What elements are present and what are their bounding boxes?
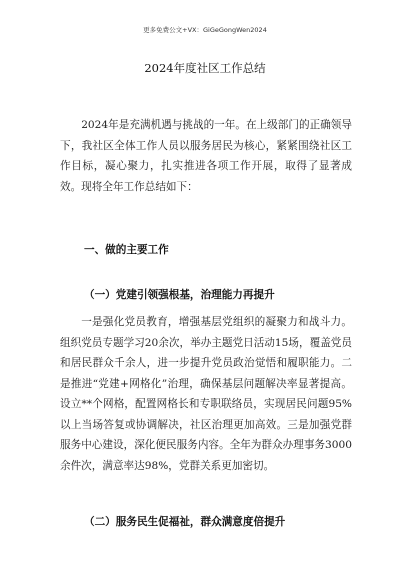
document-title: 2024年度社区工作总结 (144, 61, 266, 75)
party-building-paragraph-text: 一是强化党员教育，增强基层党组织的凝聚力和战斗力。组织党员专题学习20余次，举办主题党日活动15场，覆盖党员和居民群众千余人，进一步提升党员政治觉悟和履职能力。二是推进“党建+网格化”治理，确保基层问题解决率显著提高。设立**个网格，配置网格长和专职联络员，实现居民问题95%以上当场答复或协调解决，社区治理更加高效。三是加强党群服务中心建设，深化便民服务内容。全年为群众办理事务3000余件次，满意率达98%，党群关系更加密切。 (60, 316, 352, 472)
intro-paragraph: 2024年是充满机遇与挑战的一年。在上级部门的正确领导下，我社区全体工作人员以服务居民为核心，紧紧围绕社区工作目标，凝心聚力，扎实推进各项工作开展，取得了显著成效。现将全年工作总结如下： (60, 119, 352, 193)
subsection-heading-livelihood-service: （二）服务民生促福祉，群众满意度倍提升 (84, 516, 286, 528)
section-heading-main-work: 一、做的主要工作 (84, 244, 169, 256)
header-note: 更多免费公文+VX：GiGeGongWen2024 (143, 26, 267, 34)
subsection-heading-party-building: （一）党建引领强根基，治理能力再提升 (84, 289, 275, 301)
party-building-paragraph (60, 312, 352, 476)
